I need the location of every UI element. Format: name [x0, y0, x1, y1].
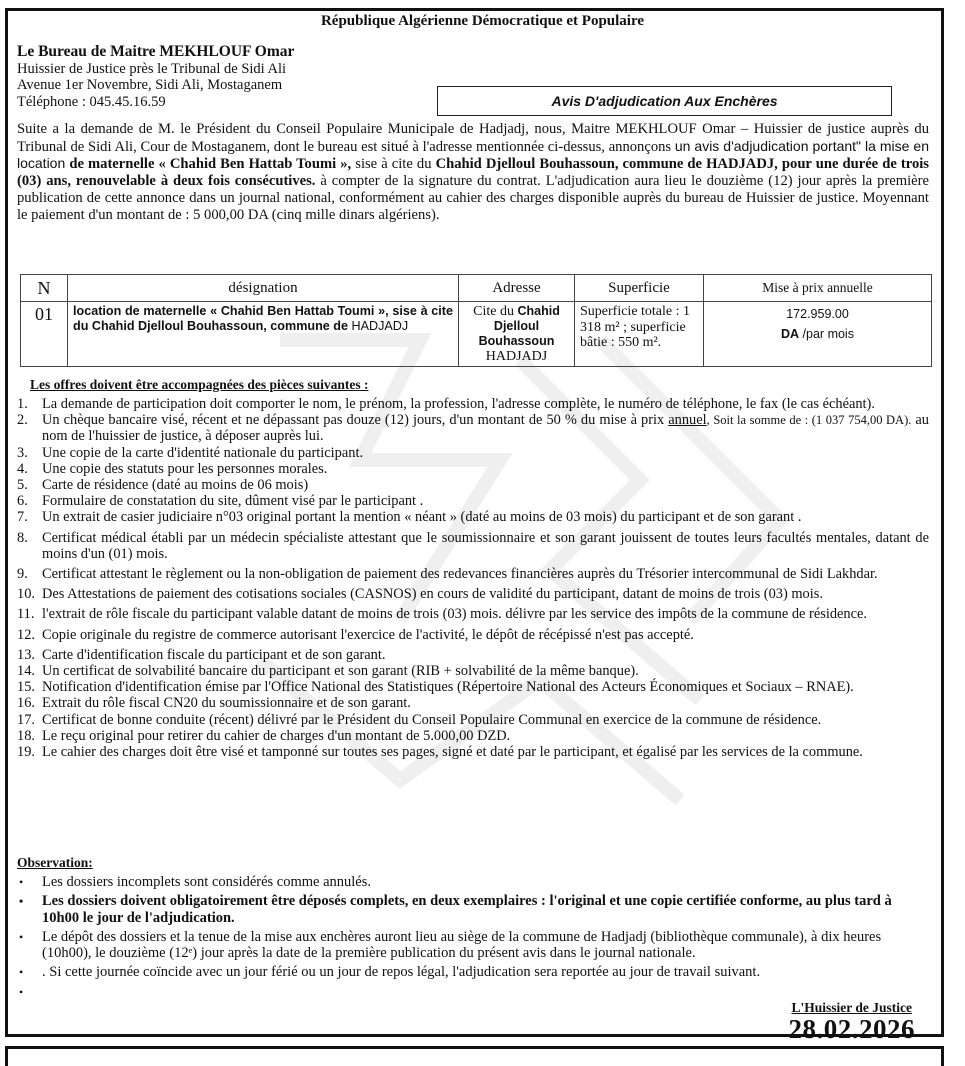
item-number: 4. [17, 460, 28, 477]
observation-text: . Si cette journée coïncide avec un jour férié ou un jour de repos légal, l'adjudication sera reportée au jour de travail suivant. [42, 964, 761, 981]
item-number: 19. [17, 744, 35, 761]
intro-text: sise à cite du [355, 156, 436, 173]
price-unit [709, 324, 926, 344]
bullet-icon: • [19, 965, 24, 980]
bullet-icon: • [19, 894, 24, 909]
item-number: 18. [17, 727, 35, 744]
list-item [17, 412, 929, 444]
observation-item [17, 874, 929, 890]
office-address: Avenue 1er Novembre, Sidi Ali, Mostaganem [17, 77, 283, 93]
list-item [17, 695, 929, 711]
address-part: Cite du [473, 304, 518, 319]
item-text: Le reçu original pour retirer du cahier de charges d'un montant de 5.000,00 DZD. [42, 727, 511, 744]
item-number: 2. [17, 412, 28, 429]
observation-item [17, 929, 929, 962]
intro-paragraph [17, 121, 929, 223]
item-text: au nom de l'huissier de justice, à déposer auprès lui. [42, 412, 929, 445]
list-item [17, 647, 929, 663]
observation-text: Le dépôt des dossiers et la tenue de la mise aux enchères auront lieu au siège de la commune de Hadjadj (bibliothèque communale), à dix heures (10h00), le douzième (12ᵉ) jour après la date de la première publication du présent avis dans le journal nationale. [42, 928, 882, 962]
bullet-icon: • [19, 929, 24, 944]
list-item [17, 566, 929, 582]
item-number: 9. [17, 566, 28, 583]
list-item [17, 530, 929, 562]
intro-text-bold: de maternelle « Chahid Ben Hattab Toumi », [65, 156, 356, 173]
item-text: Carte d'identification fiscale du participant et de son garant. [42, 646, 386, 663]
price-currency: DA [781, 327, 800, 341]
intro-text: à compter de la signature du contrat. L'adjudication aura lieu le douzième (12) jour après la première publication de cette annonce dans un journal national, conformément au cahier des charges disponible auprès du bureau de Huissier de justice. Moyennant le paiement d'un montant de : 5 000,00 DA (cinq mille dinars algériens). [17, 173, 930, 223]
table-row [21, 302, 932, 367]
table-header-row [21, 275, 932, 302]
item-number: 14. [17, 663, 35, 680]
list-item [17, 627, 929, 643]
item-text: Un certificat de solvabilité bancaire du participant et son garant (RIB + solvabilité de la même banque). [42, 663, 639, 680]
item-text: Le cahier des charges doit être visé et tamponné sur toutes ses pages, signé et daté par le participant, et égalisé par les services de la commune. [42, 744, 863, 761]
col-header-address: Adresse [459, 275, 575, 302]
item-text: Notification d'identification émise par l'Office National des Statistiques (Répertoire National des Acteurs Économiques et Sociaux – RNAE). [42, 679, 854, 696]
next-notice-frame [5, 1046, 944, 1066]
col-header-designation: désignation [68, 275, 459, 302]
required-documents-list [17, 396, 929, 760]
item-text: Certificat de bonne conduite (récent) délivré par le Président du Conseil Populaire Communal en exercice de la commune de résidence. [42, 711, 822, 728]
cell-price [704, 302, 932, 367]
cell-superficie: Superficie totale : 1 318 m² ; superficie bâtie : 550 m². [575, 302, 704, 367]
republic-heading: République Algérienne Démocratique et Populaire [320, 13, 645, 29]
item-number: 1. [17, 396, 28, 412]
observation-item [17, 893, 929, 926]
list-item [17, 477, 929, 493]
signature-block [789, 1000, 916, 1042]
item-text: Une copie des statuts pour les personnes morales. [42, 460, 328, 477]
bullet-icon: • [19, 875, 24, 889]
item-text: Formulaire de constatation du site, dûment visé par le participant . [42, 493, 424, 510]
list-item [17, 586, 929, 602]
observation-list [17, 874, 929, 999]
notice-title: Avis D'adjudication Aux Enchères [437, 86, 892, 116]
address-part-bold: Chahid [517, 304, 560, 318]
item-number: 17. [17, 711, 35, 728]
list-item [17, 744, 929, 760]
designation-commune: HADJADJ [351, 319, 409, 333]
list-item [17, 606, 929, 622]
designation-text: location de maternelle « Chahid Ben Hattab Toumi », sise à cite du Chahid Djelloul Bouhassoun, commune de [73, 304, 453, 333]
bailiff-office-block [17, 44, 294, 110]
item-text: Un chèque bancaire visé, récent et ne dépassant pas douze (12) jours, d'un montant de 50 % du mise à prix [42, 412, 669, 429]
item-text: Des Attestations de paiement des cotisations sociales (CASNOS) en cours de validité du participant, datant de moins de trois (03) mois. [42, 586, 823, 603]
lots-table [20, 274, 932, 367]
required-documents-heading: Les offres doivent être accompagnées des pièces suivantes : [30, 377, 369, 392]
list-item [17, 396, 929, 412]
cell-designation [68, 302, 459, 367]
observation-text: Les dossiers incomplets sont considérés comme annulés. [42, 874, 372, 890]
item-number: 15. [17, 679, 35, 696]
item-text: Certificat médical établi par un médecin spécialiste attestant que le soumissionnaire et son garant jouissent de toutes leurs facultés mentales, datant de moins d'un (01) mois. [42, 529, 929, 562]
price-amount: 172.959.00 [786, 307, 849, 321]
item-number: 10. [17, 586, 35, 603]
address-line: Bouhassoun [478, 334, 555, 348]
item-text: l'extrait de rôle fiscale du participant valable datant de moins de trois (03) mois. délivre par les service des impôts de la commune de résidence. [42, 606, 867, 623]
item-text: Carte de résidence (daté au moins de 06 mois) [42, 477, 309, 494]
item-text: Un extrait de casier judiciaire n°03 original portant la mention « néant » (daté au moins de 03 mois) du participant et de son garant . [42, 509, 802, 526]
bullet-icon: • [19, 984, 24, 999]
list-item [17, 445, 929, 461]
address-line: Djelloul [493, 319, 540, 333]
list-item [17, 663, 929, 679]
item-number: 12. [17, 626, 35, 643]
item-text: La demande de participation doit comporter le nom, le prénom, la profession, l'adresse complète, le numéro de téléphone, le fax (le cas échéant). [42, 396, 875, 412]
list-item [17, 461, 929, 477]
observation-heading: Observation: [17, 855, 93, 870]
item-number: 3. [17, 444, 28, 461]
intro-text: Suite a la demande de M. le Président du Conseil Populaire Municipale de Hadjadj, nous, Maitre MEKHLOUF Omar – Huissier de justice auprès du Tribunal de Sidi Ali, Cour de Mostaganem, dont le bureau est situé à l'adresse mentionnée ci-dessus, annonçons [17, 121, 929, 155]
item-number: 8. [17, 529, 28, 546]
signature-label: L'Huissier de Justice [791, 1000, 912, 1015]
item-text-underlined: annuel [668, 412, 707, 429]
item-number: 5. [17, 477, 28, 494]
item-text: Certificat attestant le règlement ou la non-obligation de paiement des redevances financières auprès du Trésorier intercommunal de Sidi Lakhdar. [42, 566, 878, 583]
signature-date: 28.02.2026 [788, 1014, 915, 1044]
list-item [17, 493, 929, 509]
list-item [17, 712, 929, 728]
observation-item [17, 964, 929, 980]
intro-text-sans: un avis d'adjudication portant" la mise en location [17, 137, 929, 172]
price-period: /par mois [799, 327, 854, 341]
office-role: Huissier de Justice près le Tribunal de Sidi Ali [17, 60, 287, 77]
list-item [17, 679, 929, 695]
col-header-price: Mise à prix annuelle [704, 275, 932, 302]
office-name: Le Bureau de Maitre MEKHLOUF Omar [17, 43, 295, 60]
cell-address [459, 302, 575, 367]
item-text: Extrait du rôle fiscal CN20 du soumissionnaire et de son garant. [42, 695, 411, 712]
observation-text: Les dossiers doivent obligatoirement être déposés complets, en deux exemplaires : l'original et une copie certifiée conforme, au plus tard à 10h00 le jour de l'adjudication. [42, 893, 892, 926]
item-text-amount: , Soit la somme de : (1 037 754,00 DA). [706, 413, 912, 428]
item-number: 7. [17, 509, 28, 526]
cell-n: 01 [21, 302, 68, 367]
item-text: Une copie de la carte d'identité nationale du participant. [42, 444, 364, 461]
col-header-superficie: Superficie [575, 275, 704, 302]
item-number: 6. [17, 493, 28, 510]
item-number: 11. [17, 606, 35, 623]
intro-text-bold: Chahid Djelloul Bouhassoun, commune de HADJADJ, pour une durée de trois (03) ans, renouvelable à deux fois consécutives. [17, 156, 929, 190]
list-item [17, 728, 929, 744]
item-number: 13. [17, 646, 35, 663]
list-item [17, 509, 929, 525]
col-header-n: N [21, 275, 68, 302]
item-number: 16. [17, 695, 35, 712]
office-phone: Téléphone : 045.45.16.59 [17, 93, 166, 110]
item-text: Copie originale du registre de commerce autorisant l'exercice de l'activité, le dépôt de récépissé n'est pas accepté. [42, 626, 694, 643]
address-line [464, 304, 569, 319]
address-line: HADJADJ [485, 349, 548, 364]
